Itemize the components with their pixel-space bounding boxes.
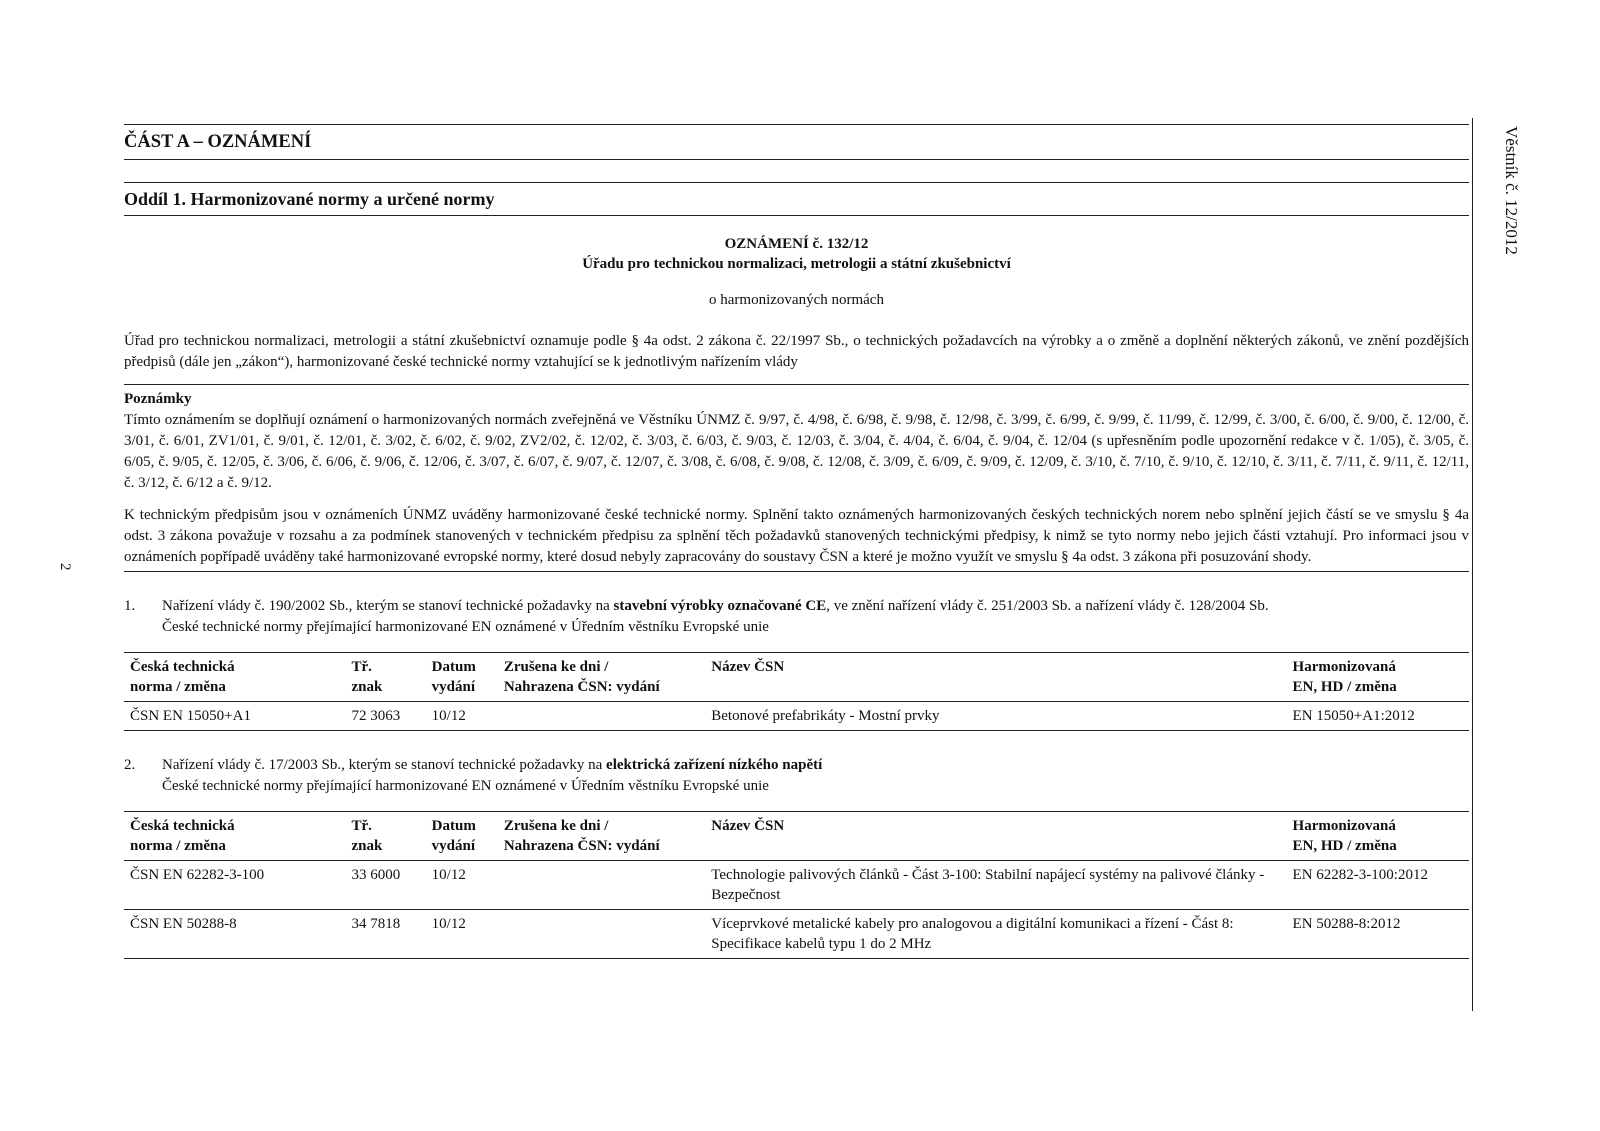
header-cancelled: Zrušena ke dni / Nahrazena ČSN: vydání	[498, 653, 705, 702]
cell-date: 10/12	[426, 702, 498, 731]
item-text: Nařízení vlády č. 190/2002 Sb., kterým se stanoví technické požadavky na	[162, 598, 614, 614]
cell-class: 72 3063	[345, 702, 425, 731]
cell-norm: ČSN EN 62282-3-100	[124, 861, 345, 910]
notice-office: Úřadu pro technickou normalizaci, metrologii a státní zkušebnictví	[582, 256, 1011, 272]
cell-cancelled	[498, 910, 705, 959]
table-row	[124, 910, 1469, 959]
table-header-row	[124, 653, 1469, 702]
cell-norm: ČSN EN 15050+A1	[124, 702, 345, 731]
norms-table	[124, 811, 1469, 959]
notice-heading	[124, 234, 1469, 274]
cell-name: Technologie palivových článků - Část 3-100: Stabilní napájecí systémy na palivové články - Bezpečnost	[705, 861, 1286, 910]
regulation-item	[124, 755, 1469, 797]
regulation-item	[124, 596, 1469, 638]
technical-paragraph: K technickým předpisům jsou v oznámeních ÚNMZ uváděny harmonizované české technické normy. Splnění takto oznámených harmonizovaných českých technických norem nebo splnění jejich částí se ve smyslu § 4a odst. 3 zákona považuje v rozsahu a za podmínek stanovených v technickém předpisu za splnění těch požadavků stanovených technickými předpisy, k nimž se tyto normy nebo jejich části vztahují. Pro informaci jsou v oznámeních popřípadě uváděny také harmonizované evropské normy, které dosud nebyly zapracovány do soustavy ČSN a které je možno využít ve smyslu § 4a odst. 3 zákona při posuzování shody.	[124, 505, 1469, 572]
item-title	[162, 755, 822, 776]
cell-harmonized: EN 50288-8:2012	[1287, 910, 1469, 959]
header-name: Název ČSN	[705, 812, 1286, 861]
item-subline: České technické normy přejímající harmonizované EN oznámené v Úředním věstníku Evropské unie	[162, 619, 769, 635]
header-name: Název ČSN	[705, 653, 1286, 702]
item-body	[162, 755, 822, 797]
cell-name: Betonové prefabrikáty - Mostní prvky	[705, 702, 1286, 731]
item-text-end: , ve znění nařízení vlády č. 251/2003 Sb. a nařízení vlády č. 128/2004 Sb.	[826, 598, 1269, 614]
item-subject: stavební výrobky označované CE	[613, 598, 827, 614]
cell-cancelled	[498, 861, 705, 910]
table-row	[124, 861, 1469, 910]
cell-harmonized: EN 15050+A1:2012	[1287, 702, 1469, 731]
notes-title: Poznámky	[124, 391, 192, 407]
item-body	[162, 596, 1269, 638]
table-header-row	[124, 812, 1469, 861]
document-page	[124, 124, 1469, 959]
item-title	[162, 596, 1269, 617]
item-text: Nařízení vlády č. 17/2003 Sb., kterým se stanoví technické požadavky na	[162, 757, 607, 773]
cell-norm: ČSN EN 50288-8	[124, 910, 345, 959]
header-harmonized: Harmonizovaná EN, HD / změna	[1287, 653, 1469, 702]
section-title: Oddíl 1. Harmonizované normy a určené normy	[124, 182, 1469, 216]
cell-date: 10/12	[426, 910, 498, 959]
header-cancelled: Zrušena ke dni / Nahrazena ČSN: vydání	[498, 812, 705, 861]
item-number: 2.	[124, 757, 136, 773]
cell-cancelled	[498, 702, 705, 731]
cell-class: 34 7818	[345, 910, 425, 959]
notes-section	[124, 384, 1469, 494]
header-date: Datum vydání	[426, 812, 498, 861]
item-number: 1.	[124, 598, 136, 614]
norms-table	[124, 652, 1469, 731]
intro-paragraph: Úřad pro technickou normalizaci, metrologii a státní zkušebnictví oznamuje podle § 4a odst. 2 zákona č. 22/1997 Sb., o technických požadavcích na výrobky a o změně a doplnění některých zákonů, ve znění pozdějších předpisů (dále jen „zákon“), harmonizované české technické normy vztahující se k jednotlivým nařízením vlády	[124, 333, 1469, 370]
notice-number: OZNÁMENÍ č. 132/12	[724, 236, 869, 252]
header-class: Tř. znak	[345, 812, 425, 861]
notes-text: Tímto oznámením se doplňují oznámení o harmonizovaných normách zveřejněná ve Věstníku ÚNMZ č. 9/97, č. 4/98, č. 6/98, č. 9/98, č. 12/98, č. 3/99, č. 6/99, č. 9/99, č. 11/99, č. 12/99, č. 3/00, č. 6/00, č. 9/00, č. 12/00, č. 3/01, č. 6/01, ZV1/01, č. 9/01, č. 12/01, č. 3/02, č. 6/02, č. 9/02, ZV2/02, č. 12/02, č. 3/03, č. 6/03, č. 9/03, č. 12/03, č. 3/04, č. 4/04, č. 6/04, č. 9/04, č. 12/04 (s upřesněním podle upozornění redakce v č. 1/05), č. 3/05, č. 6/05, č. 9/05, č. 12/05, č. 3/06, č. 6/06, č. 9/06, č. 12/06, č. 3/07, č. 6/07, č. 9/07, č. 12/07, č. 3/08, č. 6/08, č. 9/08, č. 12/08, č. 3/09, č. 6/09, č. 9/09, č. 12/09, č. 3/10, č. 7/10, č. 9/10, č. 12/10, č. 3/11, č. 7/11, č. 9/11, č. 12/11, č. 3/12, č. 6/12 a č. 9/12.	[124, 412, 1469, 491]
notice-subject: o harmonizovaných normách	[709, 292, 884, 308]
cell-harmonized: EN 62282-3-100:2012	[1287, 861, 1469, 910]
header-class: Tř. znak	[345, 653, 425, 702]
item-subject: elektrická zařízení nízkého napětí	[606, 757, 823, 773]
table-row	[124, 702, 1469, 731]
header-date: Datum vydání	[426, 653, 498, 702]
cell-date: 10/12	[426, 861, 498, 910]
page-number: 2	[57, 563, 73, 571]
side-rule	[1472, 118, 1473, 1011]
journal-title: Věstník č. 12/2012	[1502, 126, 1521, 255]
header-harmonized: Harmonizovaná EN, HD / změna	[1287, 812, 1469, 861]
part-title: ČÁST A – OZNÁMENÍ	[124, 124, 1469, 160]
cell-name: Víceprvkové metalické kabely pro analogovou a digitální komunikaci a řízení - Část 8: Specifikace kabelů typu 1 do 2 MHz	[705, 910, 1286, 959]
cell-class: 33 6000	[345, 861, 425, 910]
header-norm: Česká technická norma / změna	[124, 653, 345, 702]
item-subline: České technické normy přejímající harmonizované EN oznámené v Úředním věstníku Evropské unie	[162, 778, 769, 794]
header-norm: Česká technická norma / změna	[124, 812, 345, 861]
